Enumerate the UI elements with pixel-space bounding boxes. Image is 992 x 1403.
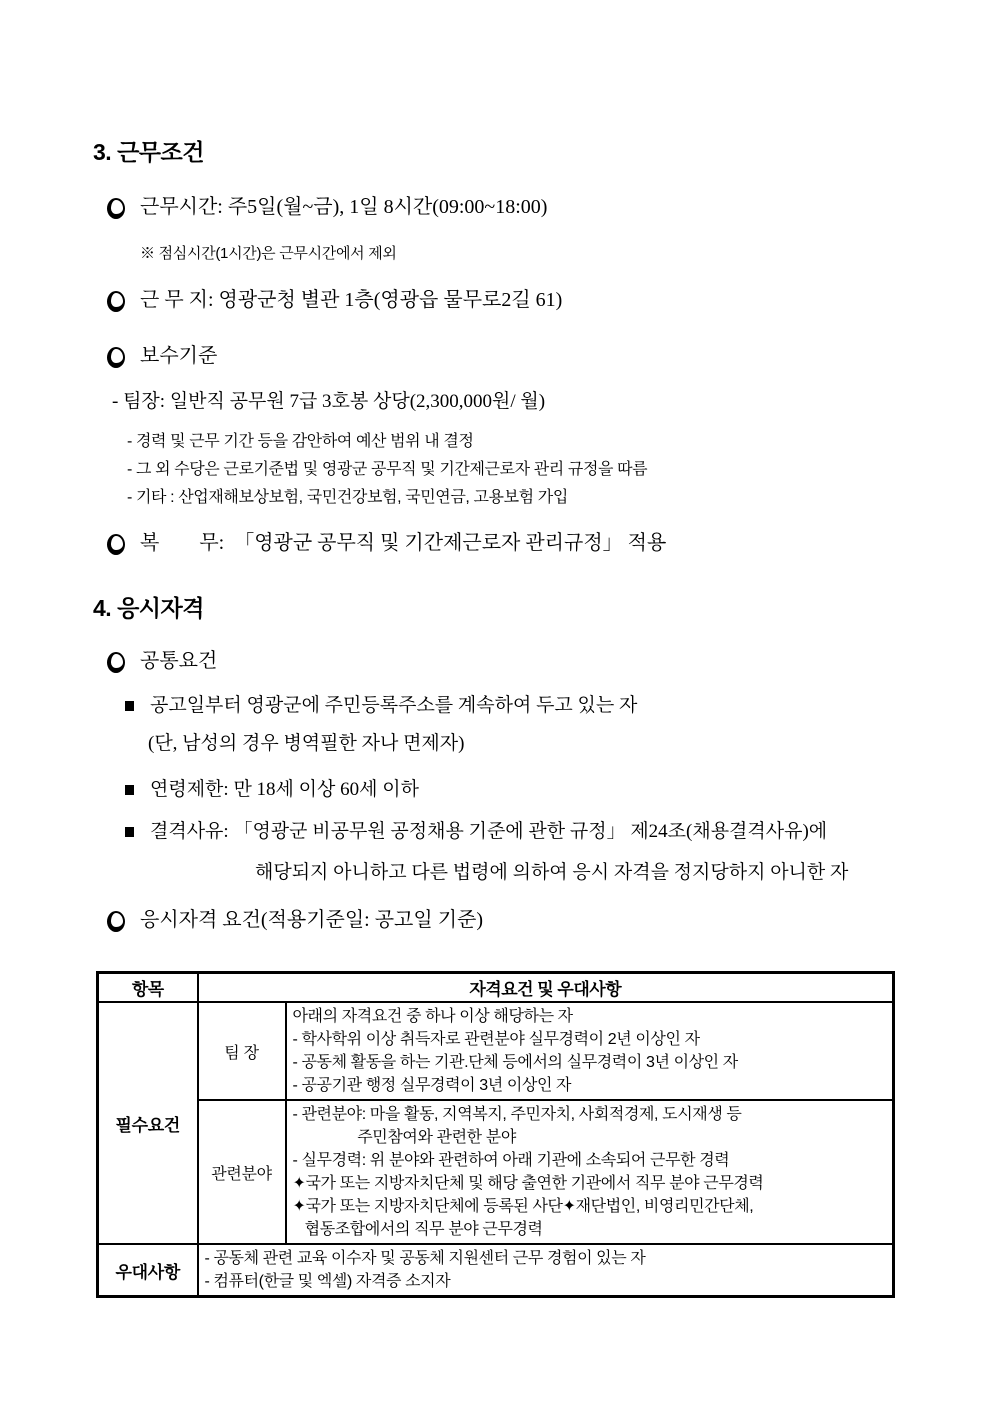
section-3-heading: 3. 근무조건: [93, 139, 204, 165]
residency-text: 공고일부터 영광군에 주민등록주소를 계속하여 두고 있는 자: [150, 695, 638, 716]
common-requirements-item: [107, 646, 899, 676]
text-line: 협동조합에서의 직무 분야 근무경력: [292, 1221, 543, 1238]
text-line: - 공공기관 행정 실무경력이 3년 이상인 자: [292, 1077, 572, 1094]
related-field-detail-cell: [286, 1100, 894, 1244]
circle-bullet-icon: [107, 534, 125, 555]
header-detail-col: 자격요건 및 우대사항: [198, 973, 894, 1003]
text-line: - 그 외 수당은 근로기준법 및 영광군 공무직 및 기간제근로자 관리 규정을 따름: [127, 461, 648, 478]
pay-heading-text: 보수기준: [140, 345, 218, 367]
residency-note: (단, 남성의 경우 병역필한 자나 면제자): [148, 733, 465, 754]
text-line: - 공동체 관련 교육 이수자 및 공동체 지원센터 근무 경험이 있는 자: [204, 1250, 646, 1267]
related-field-label-cell: 관련분야: [198, 1100, 286, 1244]
square-bullet-icon: [125, 827, 134, 837]
circle-bullet-icon: [107, 291, 125, 312]
text-line: - 학사학위 이상 취득자로 관련분야 실무경력이 2년 이상인 자: [292, 1031, 700, 1048]
requirements-heading-item: [107, 905, 899, 935]
work-time-text: 근무시간: 주5일(월~금), 1일 8시간(09:00~18:00): [140, 196, 548, 218]
text-line: - 기타 : 산업재해보상보험, 국민건강보험, 국민연금, 고용보험 가입: [127, 489, 568, 506]
text-line: - 경력 및 근무 기간 등을 감안하여 예산 범위 내 결정: [127, 433, 474, 450]
text-line: ✦국가 또는 지방자치단체 및 해당 출연한 기관에서 직무 분야 근무경력: [292, 1175, 764, 1192]
disqualification-text-line1: 결격사유: 「영광군 비공무원 공정채용 기준에 관한 규정」 제24조(채용결격사유)에: [150, 821, 828, 842]
text-line: - 공동체 활동을 하는 기관.단체 등에서의 실무경력이 3년 이상인 자: [292, 1054, 738, 1071]
common-requirements-text: 공통요건: [140, 650, 218, 672]
text-line: 아래의 자격요건 중 하나 이상 해당하는 자: [292, 1008, 573, 1025]
table-row-preferred: [98, 1244, 894, 1297]
square-bullet-icon: [125, 785, 134, 795]
document-content: [93, 138, 899, 1298]
text-line: - 컴퓨터(한글 및 엑셀) 자격증 소지자: [204, 1273, 451, 1290]
work-time-item: [107, 192, 899, 222]
disqualification-item: [125, 818, 899, 846]
header-item-col: 항목: [98, 973, 198, 1003]
duty-text: 복 무: 「영광군 공무직 및 기간제근로자 관리규정」 적용: [140, 532, 667, 554]
required-label-cell: 필수요건: [98, 1002, 198, 1244]
text-line: ✦국가 또는 지방자치단체에 등록된 사단✦재단법인, 비영리민간단체,: [292, 1198, 754, 1215]
circle-bullet-icon: [107, 911, 125, 932]
work-place-text: 근 무 지: 영광군청 별관 1층(영광읍 물무로2길 61): [140, 289, 563, 311]
section-4-heading: 4. 응시자격: [93, 595, 204, 621]
team-leader-detail-cell: [286, 1002, 894, 1100]
lunch-note: ※ 점심시간(1시간)은 근무시간에서 제외: [140, 245, 397, 262]
disqualification-text-line2: 해당되지 아니하고 다른 법령에 의하여 응시 자격을 정지당하지 아니한 자: [255, 862, 849, 883]
pay-notes-list: [127, 428, 899, 512]
duty-item: [107, 528, 899, 558]
age-limit-item: [125, 776, 899, 804]
age-limit-text: 연령제한: 만 18세 이상 60세 이하: [150, 779, 419, 800]
residency-item: [125, 692, 899, 720]
text-line: - 관련분야: 마을 활동, 지역복지, 주민자치, 사회적경제, 도시재생 등: [292, 1106, 742, 1123]
circle-bullet-icon: [107, 347, 125, 368]
pay-heading-item: [107, 341, 899, 371]
text-line: - 실무경력: 위 분야와 관련하여 아래 기관에 소속되어 근무한 경력: [292, 1152, 730, 1169]
table-row-related-field: [98, 1100, 894, 1244]
pay-team-leader-line: - 팀장: 일반직 공무원 7급 3호봉 상당(2,300,000원/ 월): [112, 391, 546, 412]
requirements-heading-text: 응시자격 요건(적용기준일: 공고일 기준): [140, 909, 483, 931]
text-line: 주민참여와 관련한 분야: [292, 1129, 516, 1146]
team-leader-label-cell: 팀 장: [198, 1002, 286, 1100]
preferred-detail-cell: [198, 1244, 894, 1297]
circle-bullet-icon: [107, 198, 125, 219]
work-place-item: [107, 285, 899, 315]
table-header-row: [98, 973, 894, 1003]
table-row-team-leader: [98, 1002, 894, 1100]
qualification-table: [96, 971, 895, 1298]
circle-bullet-icon: [107, 652, 125, 673]
preferred-label-cell: 우대사항: [98, 1244, 198, 1297]
square-bullet-icon: [125, 701, 134, 711]
